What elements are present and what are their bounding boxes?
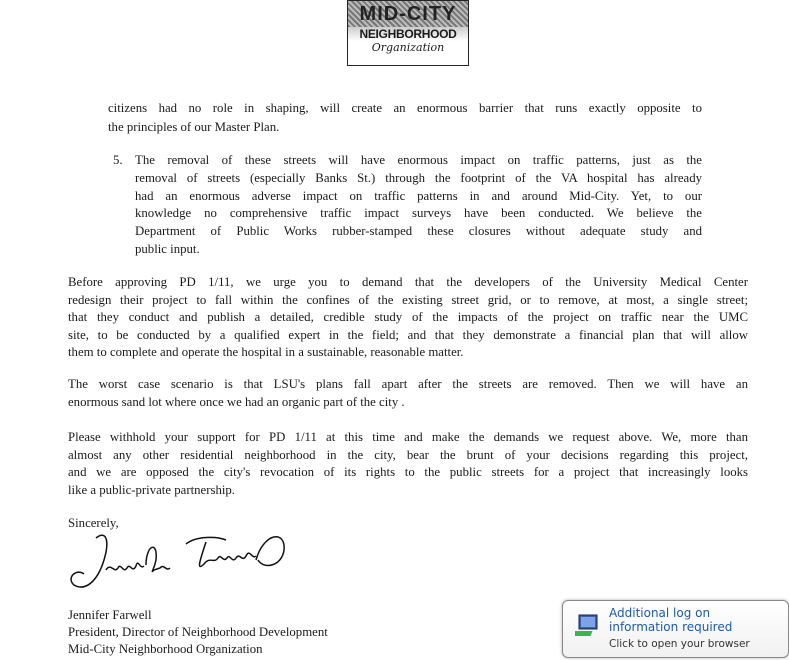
item5-line: knowledge no comprehensive traffic impact surveys have been conducted. We believe the xyxy=(135,206,702,220)
signer-title: President, Director of Neighborhood Development xyxy=(68,625,328,639)
item5-number: 5. xyxy=(113,153,123,167)
item5-line: had an enormous adverse impact on traffic patterns in and around Mid-City. Yet, to our xyxy=(135,189,702,203)
para1-line: redesign their project to fall within the confines of the existing street grid, or to remove, at most, a single street; xyxy=(68,293,748,307)
closing: Sincerely, xyxy=(68,516,119,530)
logo-text-mid-city: MID-CITY xyxy=(348,1,468,27)
item4-line: the principles of our Master Plan. xyxy=(108,120,280,134)
item5-line: Department of Public Works rubber-stamped these closures without adequate study and xyxy=(135,224,702,238)
signer-organization: Mid-City Neighborhood Organization xyxy=(68,642,263,656)
item4-line: citizens had no role in shaping, will create an enormous barrier that runs exactly opposite to xyxy=(108,101,702,115)
mid-city-logo xyxy=(347,0,469,66)
signer-name: Jennifer Farwell xyxy=(68,608,152,622)
para1-line: Before approving PD 1/11, we urge you to demand that the developers of the University Medical Center xyxy=(68,275,748,289)
para1-line: that they conduct and publish a detailed, credible study of the impacts of the project on traffic near the UMC xyxy=(68,310,748,324)
para3-line: like a public-private partnership. xyxy=(68,483,236,497)
para2-line: The worst case scenario is that LSU's plans fall apart after the streets are removed. Then we will have an xyxy=(68,377,748,391)
notification-title[interactable]: Additional log on information required xyxy=(609,606,733,634)
item5-line: public input. xyxy=(135,242,200,256)
para1-line: them to complete and operate the hospital in a sustainable, reasonable matter. xyxy=(68,345,464,359)
para3-line: Please withhold your support for PD 1/11 at this time and make the demands we request above. We, more than xyxy=(68,430,748,444)
logon-notification[interactable] xyxy=(562,600,789,658)
para3-line: almost any other residential neighborhood in the city, bear the brunt of your decisions regarding this project, xyxy=(68,448,748,462)
notification-subtitle[interactable]: Click to open your browser xyxy=(609,638,750,650)
para2-line: enormous sand lot where once we had an organic part of the city . xyxy=(68,395,405,409)
network-icon xyxy=(575,613,603,641)
item5-line: removal of streets (especially Banks St.) through the footprint of the VA hospital has already xyxy=(135,171,702,185)
logo-text-neighborhood: NEIGHBORHOOD xyxy=(348,27,468,41)
signature xyxy=(66,530,306,600)
para1-line: site, to be conducted by a qualified expert in the field; and that they demonstrate a financial plan that will allow xyxy=(68,328,748,342)
item5-line: The removal of these streets will have enormous impact on traffic patterns, just as the xyxy=(135,153,702,167)
para3-line: and we are opposed the city's revocation of its rights to the public streets for a project that increasingly looks xyxy=(68,465,748,479)
logo-text-organization: Organization xyxy=(371,41,445,54)
